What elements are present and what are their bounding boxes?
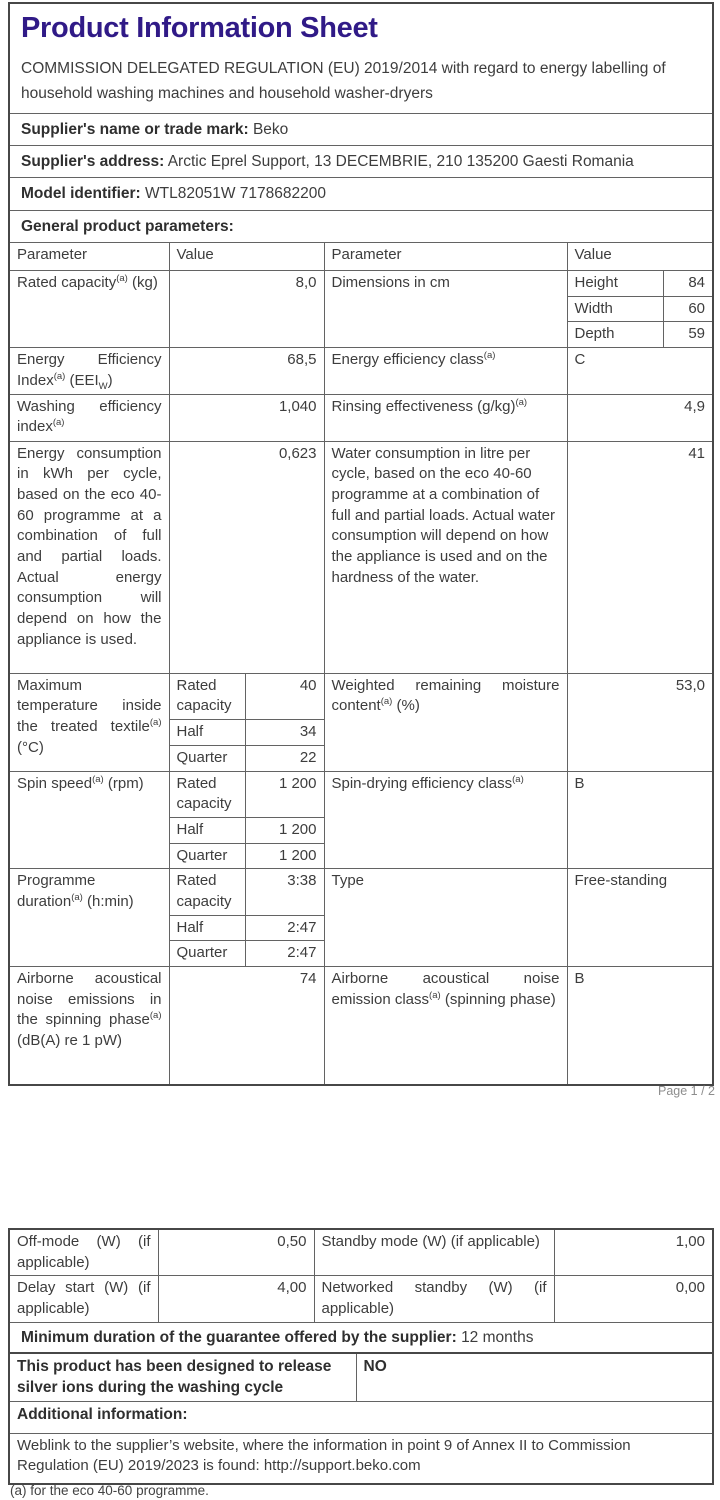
value-rinsing-effectiveness: 4,9 (567, 394, 713, 441)
param-energy-efficiency-class: Energy efficiency class$^{(a)}$ (324, 348, 567, 394)
sub-label-half-temp: Half (169, 719, 245, 745)
supplier-address-label: Supplier's address: (21, 152, 165, 170)
param-max-temperature: Maximum temperature inside the treated textile$^{(a)}$ (°C) (9, 673, 169, 771)
sub-value-quarter-temp: 22 (245, 745, 324, 771)
value-rated-capacity: 8,0 (169, 271, 324, 348)
sub-value-rated-capacity-duration: 3:38 (245, 869, 324, 915)
sub-label-quarter-temp: Quarter (169, 745, 245, 771)
param-off-mode: Off-mode (W) (if applicable) (9, 1229, 158, 1276)
dimension-value-height: 84 (663, 271, 713, 297)
param-silver-ions: This product has been designed to release silver ions during the washing cycle (9, 1353, 356, 1401)
sub-label-quarter-duration: Quarter (169, 941, 245, 967)
sub-label-half-duration: Half (169, 915, 245, 941)
guarantee-label: Minimum duration of the guarantee offered by the supplier: (21, 1328, 457, 1346)
sub-label-rated-capacity-duration: Rated capacity (169, 869, 245, 915)
footnote-eco-programme: (a) for the eco 40-60 programme. (10, 1483, 209, 1498)
additional-info-table (8, 1352, 714, 1485)
weblink-text: Weblink to the supplier’s website, where the information in point 9 of Annex II to Commission Regulation (EU) 2019/2023 is found: (17, 1436, 631, 1475)
param-airborne-noise-class: Airborne acoustical noise emission class$^{(a)}$ (spinning phase) (324, 967, 567, 1085)
param-water-consumption: Water consumption in litre per cycle, based on the eco 40-60 programme at a combination of full and partial loads. Actual water consumption will depend on how the appliance is used and on the hardness of the water. (324, 441, 567, 673)
model-identifier-value: WTL82051W 7178682200 (145, 185, 326, 203)
value-airborne-noise: 74 (169, 967, 324, 1085)
sub-value-quarter-duration: 2:47 (245, 941, 324, 967)
regulation-text: COMMISSION DELEGATED REGULATION (EU) 2019/2014 with regard to energy labelling of household washing machines and household washer-dryers (21, 60, 666, 102)
additional-information-heading: Additional information: (9, 1401, 713, 1433)
value-washing-efficiency-index: 1,040 (169, 394, 324, 441)
model-identifier-label: Model identifier: (21, 185, 141, 203)
sub-value-half-spin: 1 200 (245, 817, 324, 843)
model-identifier-row (9, 178, 713, 210)
value-silver-ions: NO (356, 1353, 713, 1401)
param-airborne-noise: Airborne acoustical noise emissions in the spinning phase$^{(a)}$ (dB(A) re 1 pW) (9, 967, 169, 1085)
product-parameters-table (8, 2, 714, 1086)
weblink-row (9, 1433, 713, 1484)
value-water-consumption: 41 (567, 441, 713, 673)
value-off-mode: 0,50 (158, 1229, 314, 1276)
value-energy-efficiency-index: 68,5 (169, 348, 324, 394)
value-spin-drying-class: B (567, 771, 713, 869)
column-header-parameter-left: Parameter (9, 243, 169, 271)
dimension-label-width: Width (567, 296, 663, 322)
value-networked-standby: 0,00 (554, 1276, 713, 1322)
param-dimensions: Dimensions in cm (324, 271, 567, 348)
guarantee-row (9, 1322, 713, 1353)
dimension-value-depth: 59 (663, 322, 713, 348)
sub-value-quarter-spin: 1 200 (245, 843, 324, 869)
param-spin-speed: Spin speed$^{(a)}$ (rpm) (9, 771, 169, 869)
sub-value-half-duration: 2:47 (245, 915, 324, 941)
param-energy-consumption: Energy consumption in kWh per cycle, based on the eco 40-60 programme at a combination of full and partial loads. Actual energy consumption will depend on how the appliance is used. (9, 441, 169, 673)
sub-label-rated-capacity-temp: Rated capacity (169, 673, 245, 719)
param-delay-start: Delay start (W) (if applicable) (9, 1276, 158, 1322)
value-type: Free-standing (567, 869, 713, 967)
page-number: Page 1 / 2 (658, 1084, 715, 1098)
weblink-url: http://support.beko.com (263, 1457, 421, 1475)
param-programme-duration: Programme duration$^{(a)}$ (h:min) (9, 869, 169, 967)
supplier-address-row (9, 145, 713, 177)
sub-label-quarter-spin: Quarter (169, 843, 245, 869)
sub-value-rated-capacity-temp: 40 (245, 673, 324, 719)
value-energy-consumption: 0,623 (169, 441, 324, 673)
standby-power-table (8, 1228, 714, 1354)
param-standby-mode: Standby mode (W) (if applicable) (314, 1229, 554, 1276)
param-type: Type (324, 869, 567, 967)
value-airborne-noise-class: B (567, 967, 713, 1085)
sub-value-rated-capacity-spin: 1 200 (245, 771, 324, 817)
value-standby-mode: 1,00 (554, 1229, 713, 1276)
dimension-value-width: 60 (663, 296, 713, 322)
sub-label-half-spin: Half (169, 817, 245, 843)
dimension-label-height: Height (567, 271, 663, 297)
param-washing-efficiency-index: Washing efficiency index$^{(a)}$ (9, 394, 169, 441)
param-networked-standby: Networked standby (W) (if applicable) (314, 1276, 554, 1322)
dimension-label-depth: Depth (567, 322, 663, 348)
param-spin-drying-class: Spin-drying efficiency class$^{(a)}$ (324, 771, 567, 869)
supplier-address-value: Arctic Eprel Support, 13 DECEMBRIE, 210 135200 Gaesti Romania (167, 152, 634, 170)
column-header-parameter-right: Parameter (324, 243, 567, 271)
param-energy-efficiency-index: Energy Efficiency Index$^{(a)}$ $(EEI_W)$ (9, 348, 169, 394)
supplier-name-row (9, 113, 713, 145)
value-delay-start: 4,00 (158, 1276, 314, 1322)
sub-label-rated-capacity-spin: Rated capacity (169, 771, 245, 817)
value-energy-efficiency-class: C (567, 348, 713, 394)
supplier-name-value: Beko (252, 120, 289, 138)
guarantee-value: 12 months (461, 1328, 534, 1346)
param-rated-capacity: Rated capacity$^{(a)}$ (kg) (9, 271, 169, 348)
general-parameters-heading: General product parameters: (9, 210, 713, 242)
supplier-name-label: Supplier's name or trade mark: (21, 120, 249, 138)
value-remaining-moisture: 53,0 (567, 673, 713, 771)
column-header-value-left: Value (169, 243, 324, 271)
column-header-value-right: Value (567, 243, 713, 271)
title-block (9, 3, 713, 113)
param-rinsing-effectiveness: Rinsing effectiveness $(g/kg)^{(a)}$ (324, 394, 567, 441)
param-remaining-moisture: Weighted remaining moisture content$^{(a)}$ (%) (324, 673, 567, 771)
sub-value-half-temp: 34 (245, 719, 324, 745)
page-title: Product Information Sheet (21, 12, 378, 44)
